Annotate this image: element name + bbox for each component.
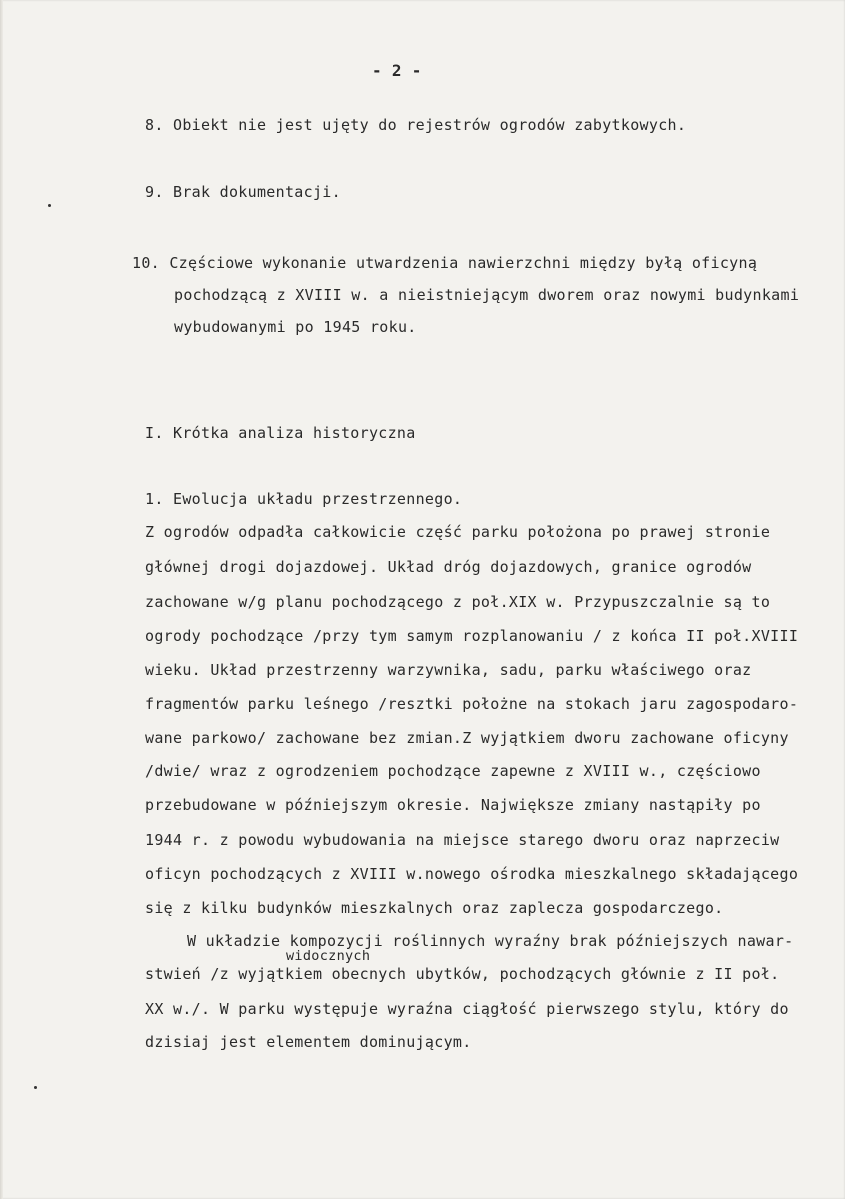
page-number: - 2 - [372, 61, 422, 80]
paragraph-1-line: /dwie/ wraz z ogrodzeniem pochodzące zapewne z XVIII w., częściowo [145, 762, 761, 780]
paragraph-1-line: głównej drogi dojazdowej. Układ dróg dojazdowych, granice ogrodów [145, 558, 752, 576]
paragraph-1-line: oficyn pochodzących z XVIII w.nowego ośrodka mieszkalnego składającego [145, 865, 799, 883]
item-10-line-1: 10. Częściowe wykonanie utwardzenia nawierzchni między byłą oficyną [132, 254, 758, 272]
interlinear-correction: widocznych [286, 948, 371, 964]
paragraph-1-line: zachowane w/g planu pochodzącego z poł.XIX w. Przypuszczalnie są to [145, 593, 771, 611]
paragraph-1-line: 1944 r. z powodu wybudowania na miejsce starego dworu oraz naprzeciw [145, 831, 780, 849]
margin-mark [34, 1086, 37, 1089]
item-10-line-2: pochodzącą z XVIII w. a nieistniejącym dworem oraz nowymi budynkami [174, 286, 800, 304]
paragraph-1-line: wieku. Układ przestrzenny warzywnika, sadu, parku właściwego oraz [145, 661, 752, 679]
paragraph-1-line: wane parkowo/ zachowane bez zmian.Z wyjątkiem dworu zachowane oficyny [145, 729, 789, 747]
item-9: 9. Brak dokumentacji. [145, 183, 341, 201]
paragraph-2-line-3: XX w./. W parku występuje wyraźna ciągłość pierwszego stylu, który do [145, 1000, 789, 1018]
subsection-heading: 1. Ewolucja układu przestrzennego. [145, 490, 463, 508]
paper-edge [0, 0, 3, 1199]
paragraph-1-line: fragmentów parku leśnego /resztki położne na stokach jaru zagospodaro- [145, 695, 799, 713]
paragraph-1-line: Z ogrodów odpadła całkowicie część parku położona po prawej stronie [145, 523, 771, 541]
paragraph-1-line: się z kilku budynków mieszkalnych oraz zaplecza gospodarczego. [145, 899, 724, 917]
margin-mark [48, 204, 51, 207]
paragraph-2-line-4: dzisiaj jest elementem dominującym. [145, 1033, 472, 1051]
paragraph-2-line-2: stwień /z wyjątkiem obecnych ubytków, pochodzących głównie z II poł. [145, 965, 780, 983]
paragraph-1-line: ogrody pochodzące /przy tym samym rozplanowaniu / z końca II poł.XVIII [145, 627, 799, 645]
item-8: 8. Obiekt nie jest ujęty do rejestrów ogrodów zabytkowych. [145, 116, 687, 134]
section-heading: I. Krótka analiza historyczna [145, 424, 416, 442]
item-10-line-3: wybudowanymi po 1945 roku. [174, 318, 417, 336]
paragraph-1-line: przebudowane w późniejszym okresie. Największe zmiany nastąpiły po [145, 796, 761, 814]
paragraph-2-line-1: W układzie kompozycji roślinnych wyraźny brak późniejszych nawar- [187, 932, 794, 950]
